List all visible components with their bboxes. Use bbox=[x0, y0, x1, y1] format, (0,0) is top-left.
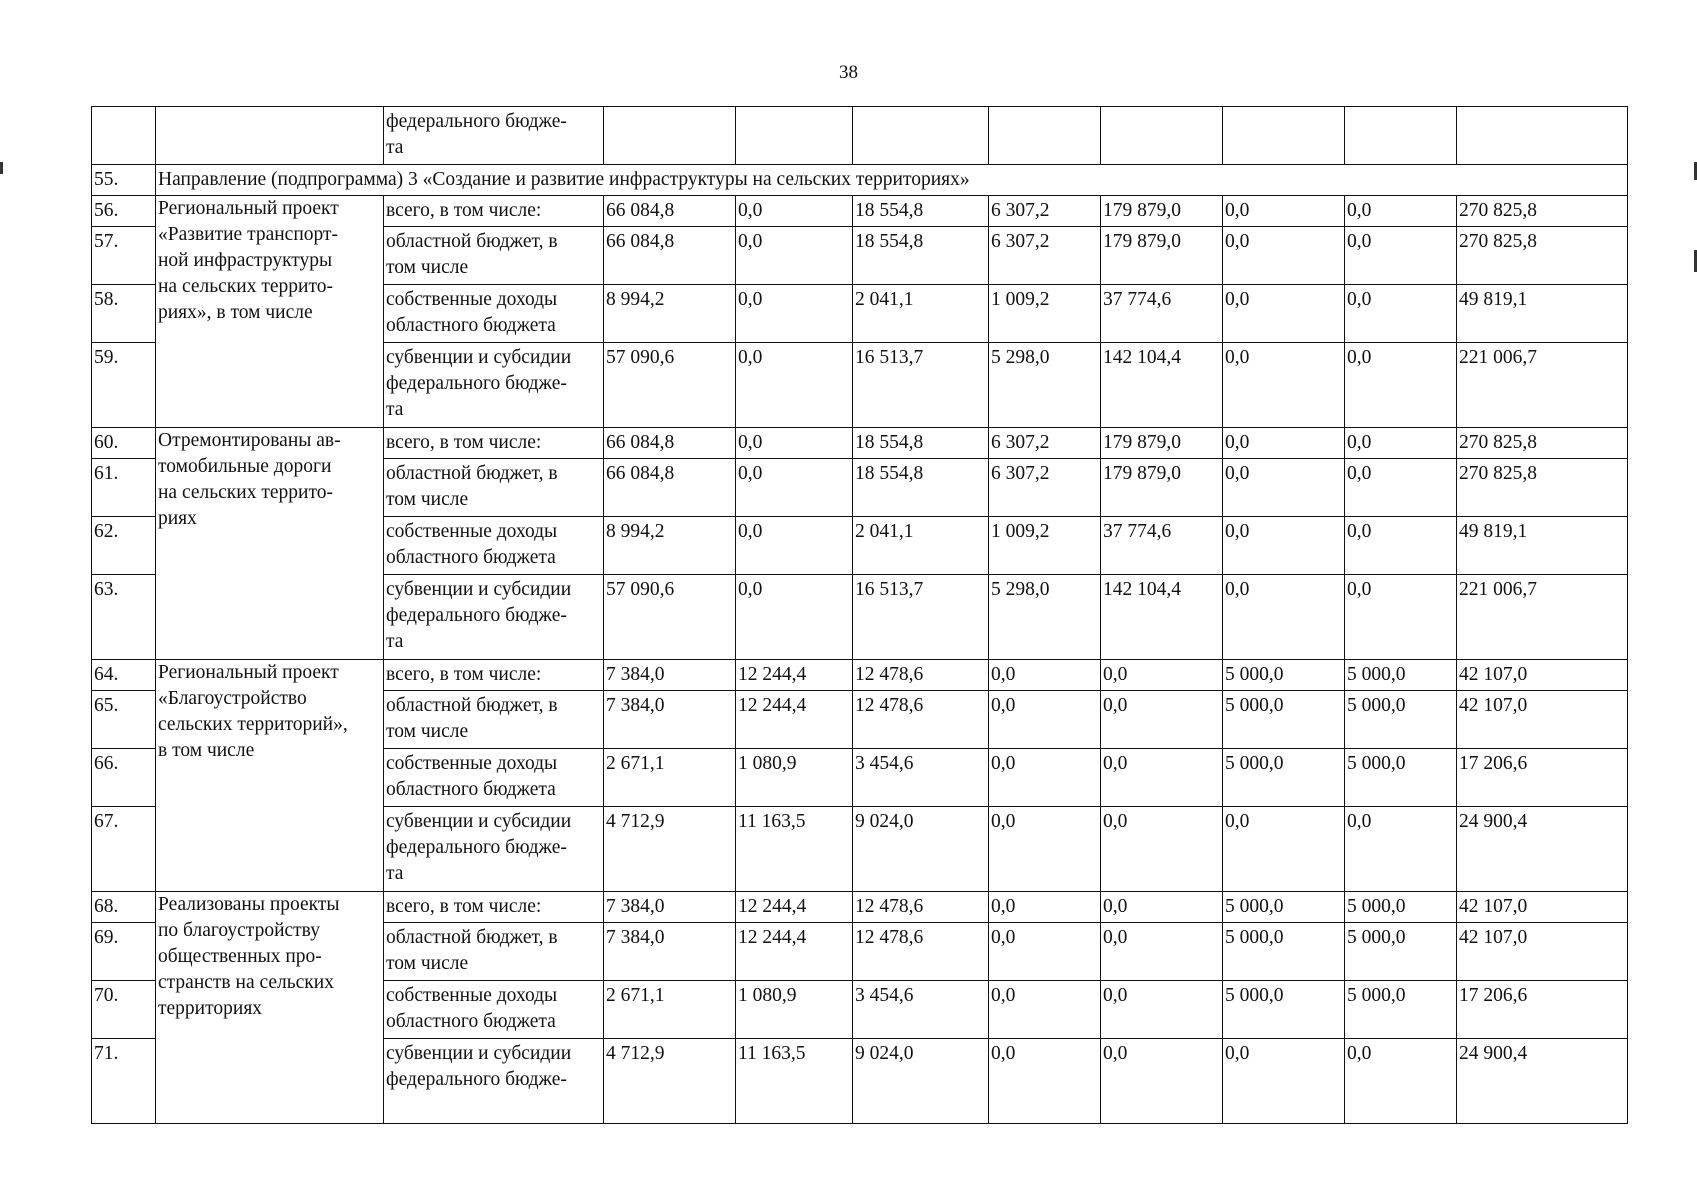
value-cell: 0,0 bbox=[1223, 285, 1345, 343]
value-cell: 0,0 bbox=[1345, 575, 1457, 660]
value-cell: 0,0 bbox=[1101, 807, 1223, 892]
value-cell: 5 000,0 bbox=[1345, 749, 1457, 807]
value-cell: 5 000,0 bbox=[1223, 691, 1345, 749]
value-cell: 8 994,2 bbox=[604, 517, 736, 575]
value-cell: 0,0 bbox=[1223, 807, 1345, 892]
value-cell: 12 244,4 bbox=[736, 892, 853, 923]
item-label-line: томобильные дороги bbox=[158, 456, 332, 477]
value-cell: 12 244,4 bbox=[736, 691, 853, 749]
scan-edge-mark bbox=[0, 162, 3, 174]
value-cell: 5 000,0 bbox=[1223, 981, 1345, 1039]
row-number-cell: 61. bbox=[92, 459, 156, 517]
value-cell: 1 009,2 bbox=[989, 517, 1101, 575]
item-label-line: на сельских террито- bbox=[158, 276, 333, 297]
item-label-line: по благоустройству bbox=[158, 920, 320, 941]
funding-source-line: том числе bbox=[386, 721, 469, 742]
funding-source-cell bbox=[384, 459, 604, 517]
value-cell: 0,0 bbox=[989, 1039, 1101, 1124]
source-cell bbox=[384, 107, 604, 165]
value-cell: 0,0 bbox=[1223, 343, 1345, 428]
funding-source-line: областной бюджет, в bbox=[386, 231, 558, 252]
value-cell: 0,0 bbox=[989, 660, 1101, 691]
value-cell: 12 478,6 bbox=[853, 660, 989, 691]
item-label-line: в том числе bbox=[158, 740, 255, 761]
value-cell: 5 000,0 bbox=[1345, 892, 1457, 923]
value-cell: 0,0 bbox=[1345, 807, 1457, 892]
value-cell: 16 513,7 bbox=[853, 343, 989, 428]
value-cell: 2 041,1 bbox=[853, 517, 989, 575]
value-cell: 5 000,0 bbox=[1223, 923, 1345, 981]
item-label-line: риях bbox=[158, 508, 197, 529]
source-line: та bbox=[386, 137, 404, 158]
total-value-cell: 17 206,6 bbox=[1457, 749, 1628, 807]
funding-source-cell bbox=[384, 227, 604, 285]
value-cell bbox=[736, 107, 853, 165]
value-cell bbox=[1223, 107, 1345, 165]
value-cell: 5 000,0 bbox=[1223, 749, 1345, 807]
value-cell: 16 513,7 bbox=[853, 575, 989, 660]
value-cell: 0,0 bbox=[1223, 459, 1345, 517]
value-cell: 0,0 bbox=[989, 691, 1101, 749]
total-value-cell: 270 825,8 bbox=[1457, 428, 1628, 459]
funding-source-cell bbox=[384, 285, 604, 343]
row-number-cell: 66. bbox=[92, 749, 156, 807]
item-label-cell bbox=[156, 428, 384, 660]
section-title: Направление (подпрограмма) 3 «Создание и развитие инфраструктуры на сельских территориях» bbox=[156, 165, 1628, 196]
funding-source-line: всего, в том числе: bbox=[386, 896, 542, 917]
value-cell: 5 298,0 bbox=[989, 575, 1101, 660]
funding-source-line: субвенции и субсидии bbox=[386, 347, 572, 368]
funding-source-line: областной бюджет, в bbox=[386, 695, 558, 716]
funding-source-cell bbox=[384, 660, 604, 691]
value-cell: 12 244,4 bbox=[736, 923, 853, 981]
funding-source-line: областного бюджета bbox=[386, 1011, 556, 1032]
value-cell: 0,0 bbox=[736, 227, 853, 285]
funding-source-line: федерального бюдже- bbox=[386, 605, 567, 626]
value-cell: 1 009,2 bbox=[989, 285, 1101, 343]
table-row bbox=[92, 428, 1628, 459]
funding-source-cell bbox=[384, 691, 604, 749]
funding-source-cell bbox=[384, 428, 604, 459]
value-cell: 4 712,9 bbox=[604, 1039, 736, 1124]
value-cell bbox=[604, 107, 736, 165]
funding-source-line: федерального бюдже- bbox=[386, 1069, 567, 1090]
value-cell: 0,0 bbox=[989, 892, 1101, 923]
funding-source-cell bbox=[384, 517, 604, 575]
value-cell: 66 084,8 bbox=[604, 227, 736, 285]
total-value-cell: 24 900,4 bbox=[1457, 1039, 1628, 1124]
value-cell: 12 478,6 bbox=[853, 691, 989, 749]
row-number-cell: 62. bbox=[92, 517, 156, 575]
value-cell: 66 084,8 bbox=[604, 459, 736, 517]
value-cell: 1 080,9 bbox=[736, 749, 853, 807]
item-label-line: «Благоустройство bbox=[158, 688, 307, 709]
funding-source-line: областной бюджет, в bbox=[386, 927, 558, 948]
value-cell: 11 163,5 bbox=[736, 807, 853, 892]
item-label-line: общественных про- bbox=[158, 946, 322, 967]
item-label-line: Региональный проект bbox=[158, 662, 339, 683]
funding-source-line: всего, в том числе: bbox=[386, 664, 542, 685]
total-value-cell: 270 825,8 bbox=[1457, 227, 1628, 285]
row-number-cell: 64. bbox=[92, 660, 156, 691]
item-label-cell bbox=[156, 660, 384, 892]
value-cell: 5 000,0 bbox=[1345, 660, 1457, 691]
funding-source-line: та bbox=[386, 399, 404, 420]
value-cell: 179 879,0 bbox=[1101, 196, 1223, 227]
funding-source-line: собственные доходы bbox=[386, 985, 558, 1006]
row-number-cell bbox=[92, 107, 156, 165]
source-line: федерального бюдже- bbox=[386, 111, 567, 132]
funding-source-line: областного бюджета bbox=[386, 315, 556, 336]
funding-source-line: собственные доходы bbox=[386, 521, 558, 542]
value-cell: 18 554,8 bbox=[853, 196, 989, 227]
value-cell: 5 000,0 bbox=[1345, 981, 1457, 1039]
item-label-line: Реализованы проекты bbox=[158, 894, 340, 915]
funding-source-line: областной бюджет, в bbox=[386, 463, 558, 484]
value-cell: 37 774,6 bbox=[1101, 517, 1223, 575]
funding-source-line: федерального бюдже- bbox=[386, 373, 567, 394]
funding-source-line: областного бюджета bbox=[386, 547, 556, 568]
value-cell: 0,0 bbox=[736, 196, 853, 227]
value-cell: 0,0 bbox=[1223, 227, 1345, 285]
value-cell: 12 478,6 bbox=[853, 923, 989, 981]
value-cell: 7 384,0 bbox=[604, 923, 736, 981]
value-cell bbox=[1101, 107, 1223, 165]
value-cell: 57 090,6 bbox=[604, 575, 736, 660]
funding-source-line: федерального бюдже- bbox=[386, 837, 567, 858]
value-cell: 5 000,0 bbox=[1223, 892, 1345, 923]
row-number-cell: 60. bbox=[92, 428, 156, 459]
value-cell: 0,0 bbox=[1101, 923, 1223, 981]
item-label-line: «Развитие транспорт- bbox=[158, 224, 339, 245]
table-body bbox=[92, 107, 1628, 1124]
value-cell: 0,0 bbox=[736, 517, 853, 575]
value-cell: 1 080,9 bbox=[736, 981, 853, 1039]
value-cell: 7 384,0 bbox=[604, 660, 736, 691]
funding-source-line: та bbox=[386, 631, 404, 652]
value-cell: 5 000,0 bbox=[1345, 691, 1457, 749]
value-cell: 37 774,6 bbox=[1101, 285, 1223, 343]
table-row-continued bbox=[92, 107, 1628, 165]
funding-source-line: том числе bbox=[386, 489, 469, 510]
value-cell: 179 879,0 bbox=[1101, 428, 1223, 459]
funding-source-cell bbox=[384, 981, 604, 1039]
value-cell: 179 879,0 bbox=[1101, 227, 1223, 285]
page-number: 38 bbox=[839, 62, 858, 83]
value-cell bbox=[1345, 107, 1457, 165]
value-cell: 18 554,8 bbox=[853, 459, 989, 517]
section-row bbox=[92, 165, 1628, 196]
value-cell bbox=[989, 107, 1101, 165]
value-cell: 57 090,6 bbox=[604, 343, 736, 428]
value-cell bbox=[1457, 107, 1628, 165]
total-value-cell: 221 006,7 bbox=[1457, 343, 1628, 428]
value-cell: 0,0 bbox=[989, 981, 1101, 1039]
row-number-cell: 65. bbox=[92, 691, 156, 749]
value-cell: 5 000,0 bbox=[1345, 923, 1457, 981]
row-number-cell: 70. bbox=[92, 981, 156, 1039]
total-value-cell: 24 900,4 bbox=[1457, 807, 1628, 892]
value-cell: 0,0 bbox=[1101, 1039, 1223, 1124]
value-cell: 3 454,6 bbox=[853, 749, 989, 807]
funding-source-line: том числе bbox=[386, 257, 469, 278]
value-cell: 0,0 bbox=[1223, 428, 1345, 459]
value-cell: 6 307,2 bbox=[989, 428, 1101, 459]
value-cell: 0,0 bbox=[1345, 285, 1457, 343]
value-cell: 18 554,8 bbox=[853, 227, 989, 285]
value-cell: 0,0 bbox=[989, 807, 1101, 892]
total-value-cell: 42 107,0 bbox=[1457, 892, 1628, 923]
value-cell: 12 244,4 bbox=[736, 660, 853, 691]
row-number-cell: 63. bbox=[92, 575, 156, 660]
total-value-cell: 221 006,7 bbox=[1457, 575, 1628, 660]
funding-source-line: субвенции и субсидии bbox=[386, 1043, 572, 1064]
value-cell: 3 454,6 bbox=[853, 981, 989, 1039]
funding-source-line: субвенции и субсидии bbox=[386, 579, 572, 600]
item-label-line: риях», в том числе bbox=[158, 302, 313, 323]
value-cell: 66 084,8 bbox=[604, 428, 736, 459]
value-cell: 0,0 bbox=[1101, 749, 1223, 807]
value-cell: 0,0 bbox=[1345, 227, 1457, 285]
item-label-line: Отремонтированы ав- bbox=[158, 430, 341, 451]
value-cell: 7 384,0 bbox=[604, 892, 736, 923]
row-number-cell: 67. bbox=[92, 807, 156, 892]
value-cell: 0,0 bbox=[1345, 1039, 1457, 1124]
row-number-cell: 59. bbox=[92, 343, 156, 428]
item-label-line: территориях bbox=[158, 998, 263, 1019]
value-cell: 0,0 bbox=[989, 749, 1101, 807]
value-cell: 0,0 bbox=[736, 459, 853, 517]
value-cell: 11 163,5 bbox=[736, 1039, 853, 1124]
funding-source-cell bbox=[384, 575, 604, 660]
funding-source-line: областного бюджета bbox=[386, 779, 556, 800]
value-cell: 0,0 bbox=[1101, 981, 1223, 1039]
row-number-cell: 68. bbox=[92, 892, 156, 923]
value-cell: 0,0 bbox=[1101, 660, 1223, 691]
total-value-cell: 270 825,8 bbox=[1457, 459, 1628, 517]
value-cell: 0,0 bbox=[1223, 196, 1345, 227]
value-cell: 9 024,0 bbox=[853, 1039, 989, 1124]
funding-source-line: субвенции и субсидии bbox=[386, 811, 572, 832]
funding-source-cell bbox=[384, 749, 604, 807]
value-cell: 0,0 bbox=[1345, 196, 1457, 227]
value-cell: 0,0 bbox=[1345, 428, 1457, 459]
item-label-cell bbox=[156, 892, 384, 1124]
funding-source-cell bbox=[384, 196, 604, 227]
total-value-cell: 17 206,6 bbox=[1457, 981, 1628, 1039]
funding-source-cell bbox=[384, 1039, 604, 1124]
item-label-line: сельских территорий», bbox=[158, 714, 348, 735]
item-label-line: Региональный проект bbox=[158, 198, 339, 219]
value-cell: 5 298,0 bbox=[989, 343, 1101, 428]
row-number-cell: 71. bbox=[92, 1039, 156, 1124]
value-cell: 142 104,4 bbox=[1101, 343, 1223, 428]
budget-table bbox=[91, 106, 1628, 1124]
value-cell: 5 000,0 bbox=[1223, 660, 1345, 691]
value-cell: 142 104,4 bbox=[1101, 575, 1223, 660]
value-cell: 0,0 bbox=[736, 575, 853, 660]
value-cell bbox=[853, 107, 989, 165]
total-value-cell: 42 107,0 bbox=[1457, 691, 1628, 749]
value-cell: 0,0 bbox=[1345, 343, 1457, 428]
funding-source-line: том числе bbox=[386, 953, 469, 974]
value-cell: 6 307,2 bbox=[989, 196, 1101, 227]
funding-source-line: собственные доходы bbox=[386, 289, 558, 310]
table-row bbox=[92, 892, 1628, 923]
value-cell: 2 671,1 bbox=[604, 749, 736, 807]
value-cell: 4 712,9 bbox=[604, 807, 736, 892]
value-cell: 0,0 bbox=[1223, 517, 1345, 575]
table-row bbox=[92, 660, 1628, 691]
funding-source-line: всего, в том числе: bbox=[386, 432, 542, 453]
value-cell: 9 024,0 bbox=[853, 807, 989, 892]
item-label-line: ной инфраструктуры bbox=[158, 250, 333, 271]
row-number-cell: 57. bbox=[92, 227, 156, 285]
value-cell: 0,0 bbox=[736, 285, 853, 343]
value-cell: 0,0 bbox=[1345, 517, 1457, 575]
funding-source-line: всего, в том числе: bbox=[386, 200, 542, 221]
value-cell: 2 041,1 bbox=[853, 285, 989, 343]
value-cell: 0,0 bbox=[1223, 575, 1345, 660]
value-cell: 0,0 bbox=[1101, 892, 1223, 923]
row-number-cell: 56. bbox=[92, 196, 156, 227]
row-number-cell: 58. bbox=[92, 285, 156, 343]
item-label-line: странств на сельских bbox=[158, 972, 334, 993]
value-cell: 18 554,8 bbox=[853, 428, 989, 459]
value-cell: 8 994,2 bbox=[604, 285, 736, 343]
total-value-cell: 49 819,1 bbox=[1457, 517, 1628, 575]
total-value-cell: 42 107,0 bbox=[1457, 660, 1628, 691]
label-cell bbox=[156, 107, 384, 165]
value-cell: 0,0 bbox=[1345, 459, 1457, 517]
value-cell: 0,0 bbox=[736, 428, 853, 459]
total-value-cell: 49 819,1 bbox=[1457, 285, 1628, 343]
value-cell: 6 307,2 bbox=[989, 459, 1101, 517]
funding-source-cell bbox=[384, 923, 604, 981]
value-cell: 0,0 bbox=[1101, 691, 1223, 749]
table-row bbox=[92, 196, 1628, 227]
row-number-cell: 69. bbox=[92, 923, 156, 981]
row-number-cell: 55. bbox=[92, 165, 156, 196]
value-cell: 6 307,2 bbox=[989, 227, 1101, 285]
item-label-line: на сельских террито- bbox=[158, 482, 333, 503]
value-cell: 0,0 bbox=[1223, 1039, 1345, 1124]
value-cell: 0,0 bbox=[989, 923, 1101, 981]
total-value-cell: 270 825,8 bbox=[1457, 196, 1628, 227]
funding-source-line: та bbox=[386, 863, 404, 884]
value-cell: 0,0 bbox=[736, 343, 853, 428]
value-cell: 2 671,1 bbox=[604, 981, 736, 1039]
value-cell: 7 384,0 bbox=[604, 691, 736, 749]
value-cell: 66 084,8 bbox=[604, 196, 736, 227]
value-cell: 12 478,6 bbox=[853, 892, 989, 923]
value-cell: 179 879,0 bbox=[1101, 459, 1223, 517]
funding-source-line: собственные доходы bbox=[386, 753, 558, 774]
funding-source-cell bbox=[384, 343, 604, 428]
total-value-cell: 42 107,0 bbox=[1457, 923, 1628, 981]
item-label-cell bbox=[156, 196, 384, 428]
funding-source-cell bbox=[384, 892, 604, 923]
funding-source-cell bbox=[384, 807, 604, 892]
